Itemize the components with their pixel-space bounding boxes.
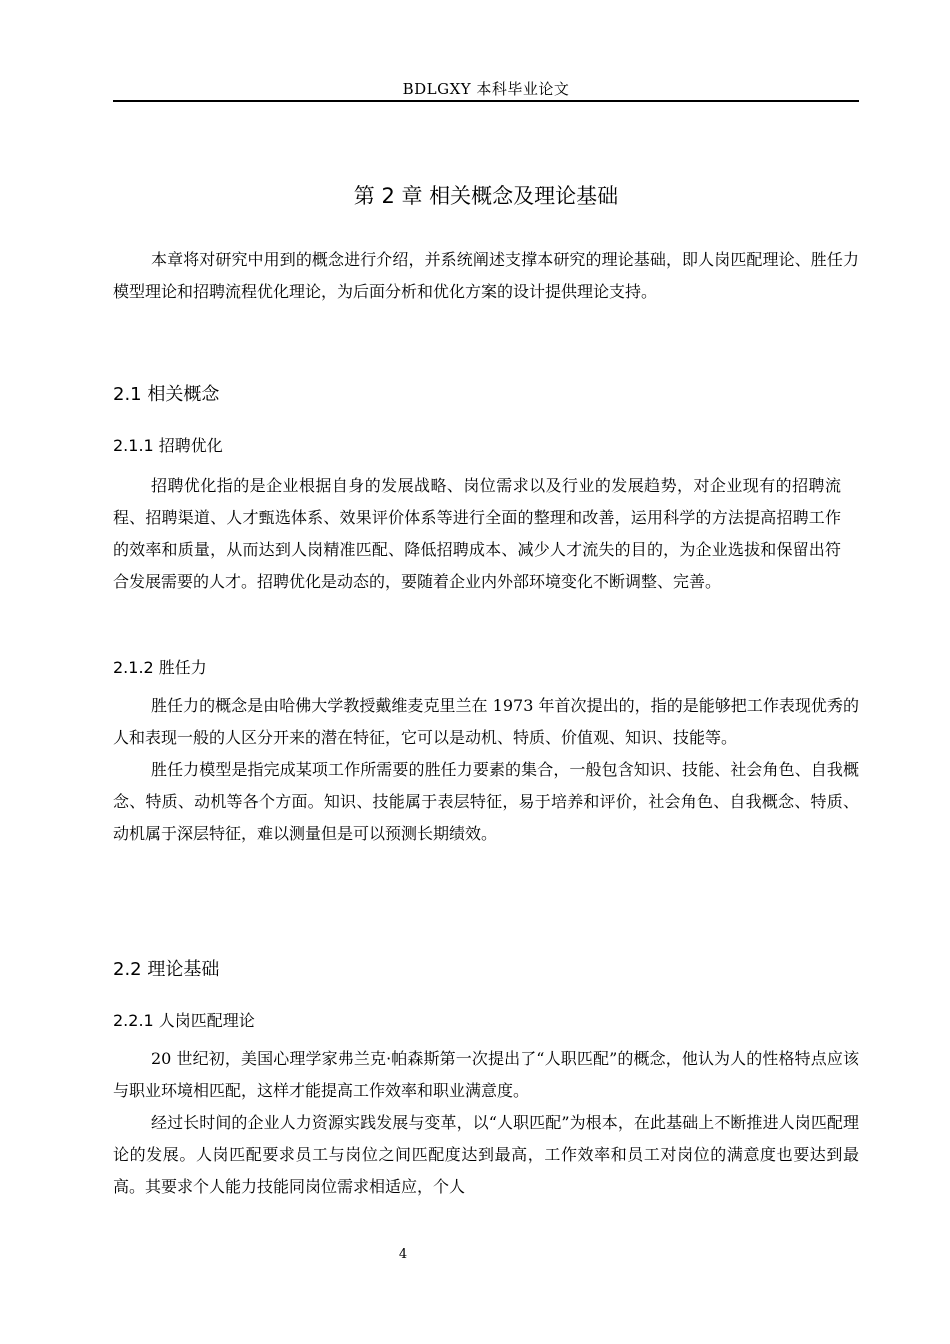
chapter-title: 第 2 章 相关概念及理论基础	[353, 184, 619, 208]
section-2-2-1-body	[113, 1043, 859, 1203]
paragraph: 经过长时间的企业人力资源实践发展与变革，以“人职匹配”为根本，在此基础上不断推进人岗匹配理论的发展。人岗匹配要求员工与岗位之间匹配度达到最高，工作效率和员工对岗位的满意度也要达到最高。其要求个人能力技能同岗位需求相适应，个人	[113, 1113, 859, 1196]
chapter-intro	[113, 244, 859, 308]
section-heading-2-1: 2.1 相关概念	[113, 384, 220, 405]
paragraph: 20 世纪初，美国心理学家弗兰克·帕森斯第一次提出了“人职匹配”的概念，他认为人的性格特点应该与职业环境相匹配，这样才能提高工作效率和职业满意度。	[113, 1049, 859, 1100]
paragraph: 胜任力模型是指完成某项工作所需要的胜任力要素的集合，一般包含知识、技能、社会角色、自我概念、特质、动机等各个方面。知识、技能属于表层特征，易于培养和评价，社会角色、自我概念、特质、动机属于深层特征，难以测量但是可以预测长期绩效。	[113, 760, 859, 843]
running-header: BDLGXY 本科毕业论文	[402, 80, 570, 98]
header-rule	[113, 100, 859, 102]
paragraph: 招聘优化指的是企业根据自身的发展战略、岗位需求以及行业的发展趋势，对企业现有的招聘流程、招聘渠道、人才甄选体系、效果评价体系等进行全面的整理和改善，运用科学的方法提高招聘工作的效率和质量，从而达到人岗精准匹配、降低招聘成本、减少人才流失的目的，为企业选拔和保留出符合发展需要的人才。招聘优化是动态的，要随着企业内外部环境变化不断调整、完善。	[113, 476, 841, 591]
section-heading-2-2: 2.2 理论基础	[113, 959, 220, 980]
chapter-intro-paragraph: 本章将对研究中用到的概念进行介绍，并系统阐述支撑本研究的理论基础，即人岗匹配理论、胜任力模型理论和招聘流程优化理论，为后面分析和优化方案的设计提供理论支持。	[113, 250, 859, 301]
section-2-1-2-body	[113, 690, 859, 850]
section-heading-2-2-1: 2.2.1 人岗匹配理论	[113, 1011, 255, 1030]
section-heading-2-1-1: 2.1.1 招聘优化	[113, 436, 223, 455]
section-heading-2-1-2: 2.1.2 胜任力	[113, 658, 207, 677]
page-number: 4	[398, 1247, 408, 1262]
section-2-1-1-body	[113, 470, 841, 598]
paragraph: 胜任力的概念是由哈佛大学教授戴维麦克里兰在 1973 年首次提出的，指的是能够把工作表现优秀的人和表现一般的人区分开来的潜在特征，它可以是动机、特质、价值观、知识、技能等。	[113, 696, 859, 747]
